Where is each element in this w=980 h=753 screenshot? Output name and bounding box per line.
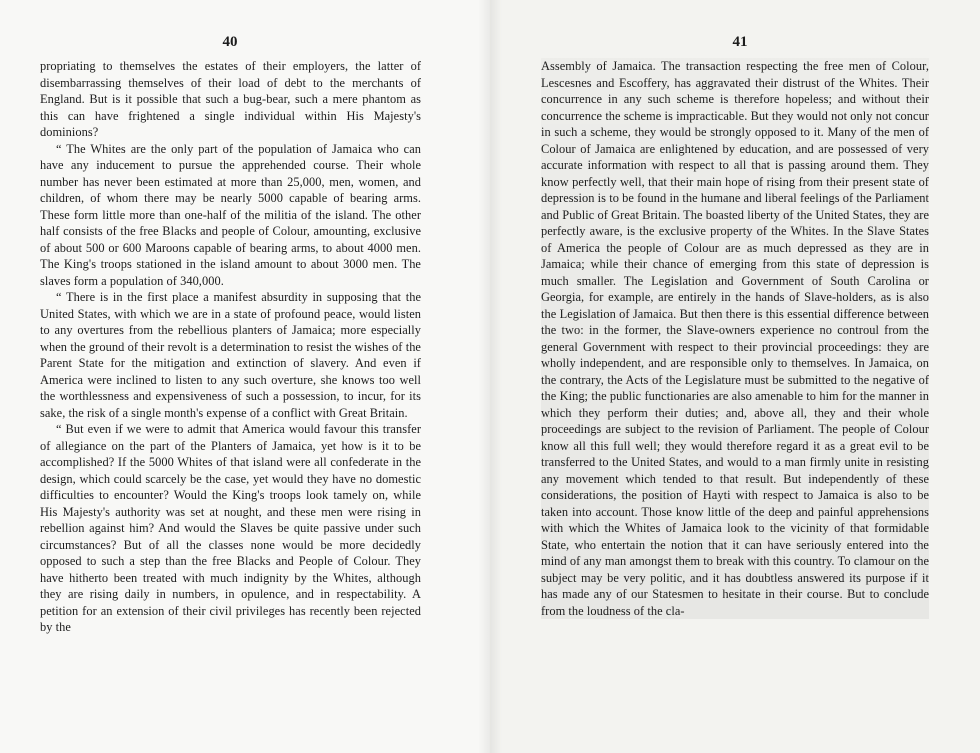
- right-page: [490, 0, 980, 753]
- paragraph: “ The Whites are the only part of the population of Jamaica who can have any inducement to pursue the apprehended course. Their whole number has never been estimated at more than 25,000, men, women, and children, of whom there may be nearly 5000 capable of bearing arms. These form little more than one-half of the militia of the island. The other half consists of the free Blacks and people of Colour, amounting, exclusive of about 500 or 600 Maroons capable of bearing arms, to about 4000 men. The King's troops stationed in the island amount to about 3000 men. The slaves form a population of 340,000.: [40, 141, 421, 288]
- book-gutter: [478, 0, 502, 753]
- page-number: 41: [732, 34, 748, 50]
- paragraph: “ But even if we were to admit that America would favour this transfer of allegiance on the part of the Planters of Jamaica, yet how is it to be accomplished? If the 5000 Whites of that island were all confederate in the design, which could scarcely be the case, yet would they have no domestic difficulties to encounter? Would the King's troops look tamely on, while His Majesty's authority was set at nought, and these men were rising in rebellion against him? And would the Slaves be quite passive under such circumstances? But of all the classes none would be more decidedly opposed to such a step than the free Blacks and People of Colour. They have hitherto been treated with much indignity by the Whites, although they are rising daily in numbers, in opulence, and in respectability. A petition for an extension of their civil privileges has recently been rejected by the: [40, 422, 421, 634]
- paragraph: propriating to themselves the estates of their employers, the latter of disembarrassing themselves of their load of debt to the merchants of England. But is it possible that such a bug-bear, such a mere phantom as this can have frightened a single individual within His Majesty's dominions?: [40, 59, 421, 139]
- body-text: [40, 58, 421, 636]
- page-number: 40: [222, 34, 238, 50]
- body-text: [541, 58, 929, 619]
- paragraph: Assembly of Jamaica. The transaction respecting the free men of Colour, Lescesnes and Escoffery, has aggravated their distrust of the Whites. Their concurrence in any such scheme is therefore hopeless; and without their concurrence the scheme is impracticable. But they would not only not concur in such a scheme, they would be strongly opposed to it. Many of the men of Colour of Jamaica are enlightened by education, and are possessed of very accurate information with respect to all that is passing around them. They know perfectly well, that their main hope of rising from their present state of depression is to be found in the humane and liberal feelings of the Parliament and Public of Great Britain. The boasted liberty of the United States, they are perfectly aware, is the exclusive property of the Whites. In the Slave States of America the people of Colour are as much depressed as they are in Jamaica; while their chance of emerging from this state of depression is much smaller. The Legislation and Government of South Carolina or Georgia, for example, are entirely in the hands of Slave-holders, as is also the Legislation of Jamaica. But then there is this essential difference between the two: in the former, the Slave-owners experience no controul from the general Government with respect to their provincial proceedings: they are wholly independent, and are responsible only to themselves. In Jamaica, on the contrary, the Acts of the Legislature must be submitted to the negative of the King; the public functionaries are also amenable to him for the manner in which they perform their duties; and, above all, they and their whole proceedings are subject to the revision of Parliament. The people of Colour know all this full well; they would therefore regard it as a great evil to be transferred to the United States, and would to a man firmly unite in resisting any movement which tended to that result. But independently of these considerations, the position of Hayti with respect to Jamaica is also to be taken into account. Those know little of the deep and painful apprehensions with which the Whites of Jamaica look to the vicinity of that formidable State, who entertain the notion that it can have seriously entered into the mind of any man amongst them to break with this country. To clamour on the subject may be very politic, and it has doubtless answered its purpose if it has made any of our Statesmen to hesitate in their course. But to conclude from the loudness of the cla-: [541, 59, 929, 618]
- paragraph: “ There is in the first place a manifest absurdity in supposing that the United States, with which we are in a state of profound peace, would listen to any overtures from the rebellious planters of Jamaica; more especially when the ground of their revolt is a determination to resist the wishes of the Parent State for the mitigation and extinction of slavery. And even if America were inclined to listen to any such overture, she knows too well the worthlessness and expensiveness of such a possession, to incur, for its sake, the risk of a single month's expense of a conflict with Great Britain.: [40, 290, 421, 420]
